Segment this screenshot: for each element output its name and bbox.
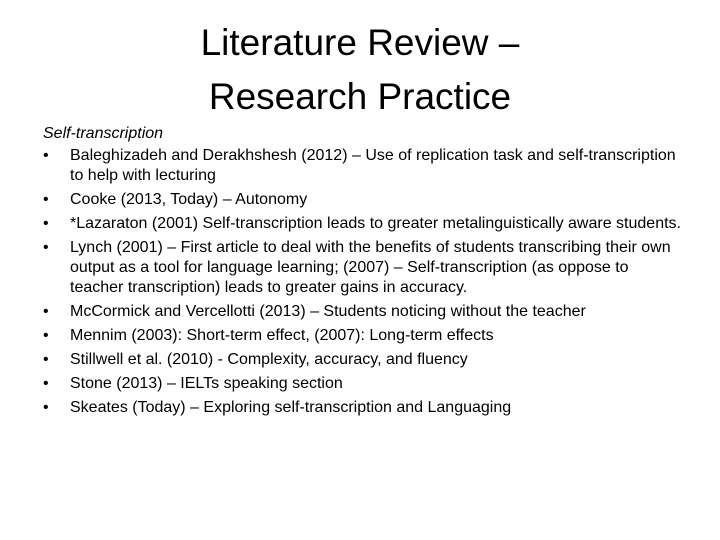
list-item-text: Mennim (2003): Short-term effect, (2007): Long-term effects <box>70 327 494 344</box>
bullet-icon: • <box>43 147 49 164</box>
slide-title <box>0 16 720 124</box>
list-item-text: McCormick and Vercellotti (2013) – Students noticing without the teacher <box>70 303 586 320</box>
list-item-text: *Lazaraton (2001) Self-transcription leads to greater metalinguistically aware students. <box>70 215 681 232</box>
bullet-icon: • <box>43 327 49 344</box>
list-item <box>43 146 683 186</box>
list-item <box>43 350 683 370</box>
list-item-text: Baleghizadeh and Derakhshesh (2012) – Use of replication task and self-transcription to help with lecturing <box>70 147 676 184</box>
list-item-text: Stillwell et al. (2010) - Complexity, accuracy, and fluency <box>70 351 468 368</box>
list-item-text: Lynch (2001) – First article to deal with the benefits of students transcribing their own output as a tool for language learning; (2007) – Self-transcription (as oppose to teacher transcription) leads to greater gains in accuracy. <box>70 239 671 296</box>
slide-title-line-2: Research Practice <box>208 76 512 117</box>
list-item-text: Skeates (Today) – Exploring self-transcription and Languaging <box>70 399 512 416</box>
bullet-icon: • <box>43 215 49 232</box>
list-item <box>43 374 683 394</box>
bullet-icon: • <box>43 351 49 368</box>
list-item <box>43 190 683 210</box>
list-item <box>43 326 683 346</box>
bullet-icon: • <box>43 375 49 392</box>
list-item <box>43 214 683 234</box>
list-item-text: Cooke (2013, Today) – Autonomy <box>70 191 308 208</box>
section-label: Self-transcription <box>43 125 164 142</box>
list-item-text: Stone (2013) – IELTs speaking section <box>70 375 343 392</box>
slide-body <box>43 124 683 422</box>
bullet-icon: • <box>43 191 49 208</box>
list-item <box>43 398 683 418</box>
bullet-icon: • <box>43 303 49 320</box>
bullet-icon: • <box>43 239 49 256</box>
list-item <box>43 238 683 298</box>
list-item <box>43 302 683 322</box>
bullet-icon: • <box>43 399 49 416</box>
bullet-list <box>43 146 683 418</box>
slide-title-line-1: Literature Review – <box>200 22 520 63</box>
